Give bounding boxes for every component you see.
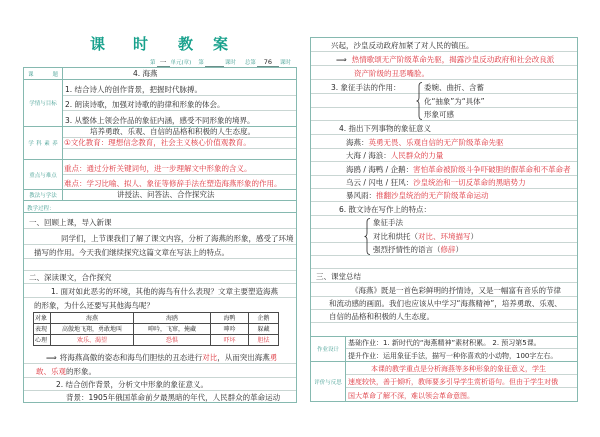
methods-row (24, 190, 296, 201)
symbol-meaning: 推翻沙皇统治的无产阶级革命运动 (376, 191, 489, 200)
table-cell: 躲藏 (249, 324, 279, 335)
homework-label: 作业设计 (311, 337, 346, 361)
symbol-item (311, 149, 577, 162)
question-2-line: 2. 结合创作背景，分析文中形象的象征意义。 (24, 378, 296, 391)
literacy-label (24, 127, 63, 159)
table-header-cell: 企鹅 (249, 313, 279, 324)
objectives-row (24, 80, 296, 127)
title-char-2: 时 (133, 35, 149, 53)
lesson-prefix: 第 (198, 60, 204, 66)
focus-row (24, 160, 296, 190)
symbol-item (311, 135, 577, 149)
topic-value: 4. 海燕 (133, 69, 158, 78)
table-header-cell: 海鸭 (211, 313, 249, 324)
symbol-item (311, 176, 577, 189)
symbol-meaning: 英勇无畏、乐观自信的无产阶级革命先驱 (368, 138, 504, 147)
reflection-line: 速度较快，善于倾听，教师要多引导学生赏析语句。但由于学生对俄 (346, 375, 577, 388)
homework-cell (346, 337, 577, 361)
conclusion-highlight: 勇 (269, 353, 278, 362)
process-label-row (24, 201, 296, 213)
lesson-number (205, 58, 224, 67)
double-arrow-icon: ⟹ (336, 55, 347, 64)
objectives-cell (63, 80, 296, 126)
total-prefix: 总第 (244, 60, 256, 66)
feature-item: 象征手法 (311, 216, 577, 229)
summary-line: 《海燕》既是一首色彩鲜明的抒情诗，又是一幅富有音乐的节律 (311, 283, 577, 297)
symbolism-effect-heading: 3. 象征手法的作用： (331, 83, 401, 92)
blank-line (24, 259, 296, 271)
feature-item (311, 243, 577, 256)
table-cell: 心理 (34, 335, 51, 346)
objective-line-2: 2. 朗读诗歌，加强对诗歌的韵律和形象的体会。 (63, 96, 296, 111)
feature-note: 对比、环境描写 (418, 232, 471, 241)
symbolism-effect-item: 化“抽象”为“具体” (311, 94, 577, 108)
process-text-line: 描写的作用。今天我们继续探究这篇文章在写法上的特点。 (24, 245, 296, 259)
double-arrow-icon: ⟹ (46, 353, 57, 362)
table-row (34, 335, 279, 346)
conclusion-line (24, 348, 296, 364)
process-text-line: 同学们，上节课我们了解了课文内容，分析了海燕的形象，感受了环境 (24, 229, 296, 245)
conclusion-text: 的形象。 (66, 367, 96, 376)
process-section-2-heading: 二、深读课文，合作探究 (24, 271, 296, 284)
summary-heading: 三、课堂总结 (311, 269, 577, 283)
table-cell: 胆怯 (249, 335, 279, 346)
table-row (34, 324, 279, 335)
process-section-1-heading: 一、回顾上课，导入新课 (24, 213, 296, 229)
table-cell: 吓坏 (211, 335, 249, 346)
process-label: 教学过程： (27, 206, 55, 212)
topic-label (24, 68, 77, 79)
objectives-label: 学情与目标 (24, 80, 63, 126)
objective-line-1: 1. 结合诗人的创作背景，把握时代脉搏。 (63, 80, 296, 96)
symbol-term: 乌云 / 闪电 / 狂风： (346, 178, 414, 187)
objective-line-3: 3. 从整体上领会作品的象征内涵，感受不同形象的境界。 (65, 116, 255, 125)
background-line: 背景：1905年俄国革命前夕最黑暗的年代，人民群众的革命运动 (66, 393, 281, 402)
literacy-line-1: 培养勇敢、乐观、自信的品格和积极的人生态度。 (63, 127, 296, 138)
symbol-term: 海鸥 / 海鸭 / 企鹅： (346, 165, 414, 174)
symbol-meaning: 害怕革命被阶级斗争吓破胆的假革命和不革命者 (413, 165, 571, 174)
symbol-meaning: 人民群众的力量 (390, 151, 444, 160)
feature-close: ） (455, 245, 463, 254)
feature-note: 修辞 (440, 245, 456, 254)
table-cell: 恐惧 (134, 335, 211, 346)
summary-line: 和流动感的画面。我们也应该从中学习“海燕精神”，培养勇敢、乐观、 (311, 297, 577, 310)
title-char-1: 课 (90, 35, 106, 53)
symbolism-effect-item: 委婉、曲折、含蓄 (424, 83, 484, 92)
homework-advanced-line: 提升作业：运用象征手法，描写一种你喜欢的小动物，100字左右。 (348, 352, 558, 360)
conclusion-highlight: 敢、乐观 (36, 367, 66, 376)
literacy-row (24, 127, 296, 160)
table-cell: 表现 (34, 324, 51, 335)
literacy-cell (63, 127, 296, 159)
reflection-row (311, 362, 577, 401)
title-char-3: 教 (178, 35, 194, 53)
symbol-item (311, 189, 577, 202)
theme-line (311, 52, 577, 66)
symbol-item (311, 162, 577, 176)
summary-line: 自信的品格和积极的人生态度。 (311, 310, 577, 323)
question-1-line: 的形象，为什么还要写其他海鸟呢？ (34, 301, 154, 310)
unit-prefix: 第 (150, 60, 156, 66)
feature-close: ） (470, 232, 478, 241)
focus-label: 重点与难点 (24, 160, 63, 189)
symbol-term: 大海 / 海浪： (346, 151, 391, 160)
theme-line: 资产阶级的丑恶嘴脸。 (311, 66, 577, 80)
blank-line (311, 323, 577, 336)
table-cell: 欢乐、渴望 (51, 335, 134, 346)
symbolism-effect-item: 形象可感 (311, 108, 577, 121)
table-header-cell: 对象 (34, 313, 51, 324)
literacy-line-2: ①文化教育：理想信念教育，社会主义核心价值观教育。 (63, 138, 296, 149)
symbolism-effect-row (311, 80, 577, 94)
features-heading: 6. 散文诗在写作上的特点： (311, 202, 577, 216)
theme-text: 热情歌颂无产阶级革命先驱，揭露沙皇反动政府和社会改良派 (351, 55, 555, 64)
methods-label: 教法与学法 (24, 190, 63, 200)
table-header-cell: 海燕 (51, 313, 134, 324)
key-point-line: 重点：通过分析关键词句，进一步理解文中形象的含义。 (63, 160, 296, 175)
focus-cell (63, 160, 296, 189)
right-page (310, 37, 578, 402)
lesson-suffix: 课时 (224, 60, 236, 66)
unit-number: 一 (157, 58, 170, 67)
table-cell: 呻吟，飞窜，掩藏 (134, 324, 211, 335)
feature-text: 对比和烘托（ (373, 232, 418, 241)
feature-text: 强烈抒情性的语言（ (373, 245, 441, 254)
table-header-row (34, 313, 279, 324)
total-suffix: 课时 (279, 60, 291, 66)
reflection-label: 评价与反思 (311, 362, 346, 401)
topic-row (24, 68, 296, 80)
table-cell: 呻吟 (211, 324, 249, 335)
conclusion-highlight: 对比 (202, 353, 218, 362)
symbol-meaning: 沙皇统治和一切反革命的黑暗势力 (413, 178, 526, 187)
difficulty-line: 难点：学习比喻、拟人、象征等修辞手法在塑造海燕形象的作用。 (64, 179, 282, 188)
conclusion-line (24, 364, 296, 378)
literacy-label-text: 学科素养 (28, 141, 61, 147)
topic-label-text: 课题 (27, 71, 77, 78)
curly-brace-icon (416, 82, 423, 120)
comparison-table (33, 312, 279, 346)
left-page (23, 67, 297, 403)
unit-suffix: 单元(章) (170, 60, 192, 66)
background-continued-line: 兴起，沙皇反动政府加紧了对人民的镇压。 (311, 38, 577, 52)
literacy-line-3 (63, 149, 296, 159)
homework-row (311, 336, 577, 362)
blank-line (311, 256, 577, 269)
conclusion-text: 将海燕高傲的姿态和海鸟们胆怯的丑态进行 (59, 353, 203, 362)
reflection-cell (346, 362, 577, 401)
conclusion-text: ，从而突出海燕 (217, 353, 270, 362)
homework-basic-line: 基础作业：1. 新时代的“海燕精神”素材积累。 2. 预习第5课。 (346, 337, 577, 349)
methods-value: 讲授法、问答法、合作探究法 (117, 190, 215, 199)
table-header-cell: 海鸥 (134, 313, 211, 324)
symbol-term: 暴风雨： (346, 191, 376, 200)
symbols-heading: 4. 指出下列事物的象征意义 (311, 121, 577, 135)
total-lesson-number: 76 (257, 58, 279, 67)
lesson-number-line (150, 58, 291, 67)
question-1-line: 1. 面对如此恶劣的环境，其他的海鸟有什么表现？文章主要塑造海燕 (24, 284, 296, 298)
symbol-term: 海燕： (346, 138, 369, 147)
topic-cell (63, 68, 296, 79)
curly-brace-icon (364, 218, 371, 255)
reflection-line: 本课的教学重点是分析海燕等多种形象的象征意义，学生 (346, 362, 577, 375)
title-char-4: 案 (213, 35, 229, 53)
feature-item (311, 229, 577, 243)
reflection-line: 国大革命了解不深，难以领会革命意图。 (348, 392, 474, 400)
methods-cell (63, 190, 296, 200)
table-cell: 高傲地飞翔，勇敢地叫 (51, 324, 134, 335)
